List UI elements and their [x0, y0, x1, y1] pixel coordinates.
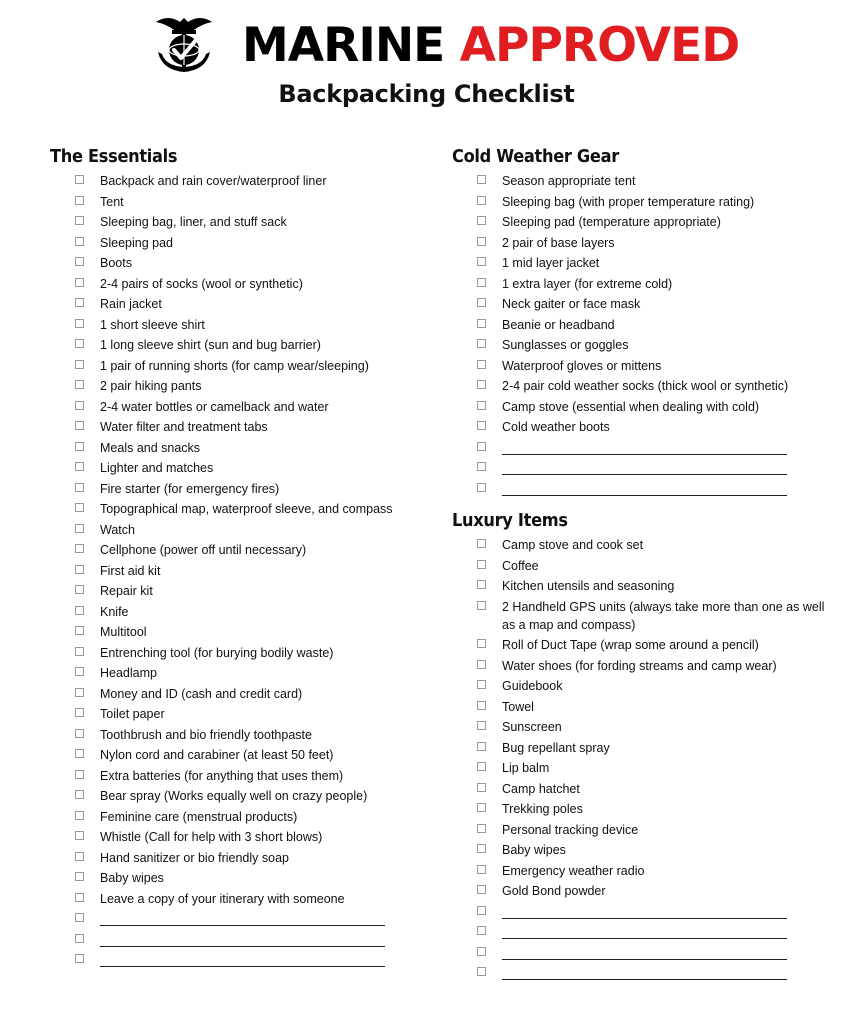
- checklist-item-label: Sleeping pad (temperature appropriate): [502, 215, 721, 229]
- checklist-item: [452, 356, 832, 377]
- blank-checklist-item: [452, 963, 832, 984]
- checkbox[interactable]: [477, 639, 486, 648]
- checklist-item-label: Trekking poles: [502, 802, 583, 816]
- checklist-item: [452, 697, 832, 718]
- checklist-item: [50, 561, 430, 582]
- section-title-cold-weather: Cold Weather Gear: [452, 146, 619, 167]
- checkbox[interactable]: [477, 660, 486, 669]
- checklist-item: [452, 881, 832, 902]
- checkbox[interactable]: [75, 647, 84, 656]
- checklist-item: [50, 704, 430, 725]
- checkbox[interactable]: [75, 319, 84, 328]
- blank-checklist-item: [452, 902, 832, 923]
- checklist-item-label: Guidebook: [502, 679, 563, 693]
- checklist-item: [50, 684, 430, 705]
- checklist-item-label: Feminine care (menstrual products): [100, 809, 298, 824]
- checkbox[interactable]: [75, 483, 84, 492]
- checklist-item: [50, 848, 430, 869]
- checklist-item: [50, 356, 430, 377]
- checklist-item-label: Sunscreen: [502, 720, 562, 734]
- write-in-line[interactable]: [502, 903, 787, 919]
- cold-weather-checklist: [452, 171, 832, 499]
- checklist-item-label: Gold Bond powder: [502, 884, 606, 898]
- checklist-item: [50, 376, 430, 397]
- checklist-item-label: 2 pair of base layers: [502, 235, 615, 250]
- checklist-item-label: Sleeping pad: [100, 235, 173, 250]
- checkbox[interactable]: [477, 865, 486, 874]
- checklist-item-label: Bear spray (Works equally well on crazy people): [100, 789, 368, 803]
- checklist-item: [50, 315, 430, 336]
- checklist-item: [50, 807, 430, 828]
- checklist-item-label: Headlamp: [100, 666, 157, 680]
- checklist-item-label: Tent: [100, 194, 124, 209]
- checkbox[interactable]: [75, 565, 84, 574]
- checkbox[interactable]: [477, 339, 486, 348]
- checklist-item-label: Camp stove (essential when dealing with cold): [502, 399, 760, 414]
- checklist-item-label: Water filter and treatment tabs: [100, 420, 268, 434]
- checklist-item: [50, 581, 430, 602]
- checklist-item-label: Entrenching tool (for burying bodily waste): [100, 645, 334, 660]
- checklist-item: [452, 535, 832, 556]
- checkbox[interactable]: [477, 906, 486, 915]
- checklist-item-label: Leave a copy of your itinerary with someone: [100, 891, 345, 906]
- blank-checklist-item: [452, 458, 832, 479]
- checklist-item-label: Cellphone (power off until necessary): [100, 543, 307, 557]
- checkbox[interactable]: [477, 803, 486, 812]
- checkbox[interactable]: [75, 442, 84, 451]
- checklist-item-label: 1 short sleeve shirt: [100, 317, 205, 332]
- checklist-item: [452, 397, 832, 418]
- checklist-item: [452, 253, 832, 274]
- checklist-item-label: Baby wipes: [100, 871, 164, 885]
- checklist-item-label: 1 extra layer (for extreme cold): [502, 276, 673, 291]
- checklist-item: [50, 499, 430, 520]
- checkbox[interactable]: [75, 216, 84, 225]
- checkbox[interactable]: [477, 175, 486, 184]
- checklist-item: [50, 417, 430, 438]
- checkbox[interactable]: [75, 380, 84, 389]
- checklist-item: [50, 438, 430, 459]
- write-in-line[interactable]: [502, 964, 787, 980]
- luxury-checklist: [452, 535, 832, 984]
- checklist-item-label: Hand sanitizer or bio friendly soap: [100, 850, 289, 865]
- checkbox[interactable]: [75, 237, 84, 246]
- checkbox[interactable]: [477, 278, 486, 287]
- checklist-item: [50, 192, 430, 213]
- write-in-line[interactable]: [502, 459, 787, 475]
- checklist-item-label: Coffee: [502, 558, 539, 573]
- checklist-item-label: Sleeping bag, liner, and stuff sack: [100, 215, 287, 229]
- checklist-item: [50, 479, 430, 500]
- checkbox[interactable]: [75, 278, 84, 287]
- checkbox[interactable]: [477, 257, 486, 266]
- checklist-item: [50, 274, 430, 295]
- checklist-item-label: Camp hatchet: [502, 781, 580, 796]
- checkbox[interactable]: [75, 893, 84, 902]
- checkbox[interactable]: [75, 708, 84, 717]
- checklist-item-label: Towel: [502, 699, 534, 714]
- left-column: [50, 143, 430, 971]
- checklist-item-label: 2-4 pair cold weather socks (thick wool or synthetic): [502, 379, 789, 393]
- checklist-item-label: 2-4 water bottles or camelback and water: [100, 399, 329, 414]
- checklist-item-label: Water shoes (for fording streams and camp wear): [502, 658, 777, 673]
- checkbox[interactable]: [75, 688, 84, 697]
- essentials-checklist: [50, 171, 430, 971]
- checklist-item-label: Sunglasses or goggles: [502, 338, 629, 352]
- checkbox[interactable]: [75, 790, 84, 799]
- checklist-item-label: Rain jacket: [100, 297, 162, 311]
- checkbox[interactable]: [477, 885, 486, 894]
- checkbox[interactable]: [477, 298, 486, 307]
- write-in-line[interactable]: [100, 931, 385, 947]
- checkbox[interactable]: [75, 196, 84, 205]
- brand-title-approved: APPROVED: [459, 18, 740, 73]
- checkbox[interactable]: [75, 626, 84, 635]
- checklist-item: [50, 212, 430, 233]
- checkbox[interactable]: [75, 421, 84, 430]
- checklist-item-label: Boots: [100, 256, 132, 270]
- checklist-item: [50, 827, 430, 848]
- checklist-item: [452, 799, 832, 820]
- checklist-item-label: Knife: [100, 604, 129, 619]
- checklist-item: [50, 335, 430, 356]
- checklist-item: [50, 171, 430, 192]
- checklist-item: [452, 717, 832, 738]
- checkbox[interactable]: [75, 811, 84, 820]
- checkbox[interactable]: [477, 580, 486, 589]
- checklist-item: [452, 212, 832, 233]
- write-in-line[interactable]: [502, 944, 787, 960]
- checkbox[interactable]: [477, 742, 486, 751]
- checkbox[interactable]: [477, 216, 486, 225]
- checklist-item: [452, 656, 832, 677]
- blank-checklist-item: [50, 909, 430, 930]
- page-subtitle: Backpacking Checklist: [278, 80, 575, 108]
- checkbox[interactable]: [75, 606, 84, 615]
- checklist-item-label: 1 long sleeve shirt (sun and bug barrier): [100, 338, 321, 352]
- checkbox[interactable]: [75, 954, 84, 963]
- checklist-item-label: 2 Handheld GPS units (always take more than one as well as a map and compass): [502, 599, 825, 632]
- checklist-item-label: Meals and snacks: [100, 440, 201, 455]
- checklist-item: [50, 725, 430, 746]
- checklist-item-label: Lighter and matches: [100, 461, 214, 475]
- checklist-item: [452, 676, 832, 697]
- checkbox[interactable]: [477, 844, 486, 853]
- write-in-line[interactable]: [100, 910, 385, 926]
- write-in-line[interactable]: [100, 951, 385, 967]
- checklist-item: [50, 868, 430, 889]
- checklist-item: [452, 635, 832, 656]
- checkbox[interactable]: [477, 360, 486, 369]
- checklist-item: [452, 233, 832, 254]
- checklist-item: [50, 786, 430, 807]
- checkbox[interactable]: [477, 483, 486, 492]
- checkbox[interactable]: [477, 462, 486, 471]
- checkbox[interactable]: [75, 462, 84, 471]
- checkbox[interactable]: [477, 926, 486, 935]
- checkbox[interactable]: [75, 175, 84, 184]
- blank-checklist-item: [50, 930, 430, 951]
- checklist-item-label: Emergency weather radio: [502, 863, 645, 878]
- checkbox[interactable]: [75, 257, 84, 266]
- blank-checklist-item: [452, 438, 832, 459]
- right-column: [452, 143, 832, 984]
- checklist-item-label: Topographical map, waterproof sleeve, and compass: [100, 502, 393, 516]
- checklist-item: [452, 576, 832, 597]
- checklist-item: [50, 889, 430, 910]
- checklist-item: [50, 663, 430, 684]
- checkbox[interactable]: [477, 442, 486, 451]
- checklist-item-label: Kitchen utensils and seasoning: [502, 579, 675, 593]
- checklist-item-label: Lip balm: [502, 761, 550, 775]
- checklist-item-label: Watch: [100, 522, 135, 537]
- checkbox[interactable]: [477, 680, 486, 689]
- checkbox[interactable]: [477, 783, 486, 792]
- checklist-item-label: Neck gaiter or face mask: [502, 297, 641, 311]
- checklist-item: [452, 597, 832, 636]
- checklist-item: [452, 171, 832, 192]
- checkbox[interactable]: [75, 729, 84, 738]
- section-title-essentials: The Essentials: [50, 146, 178, 167]
- checklist-item-label: 1 pair of running shorts (for camp wear/sleeping): [100, 358, 369, 373]
- checklist-item: [452, 315, 832, 336]
- checklist-item: [452, 192, 832, 213]
- checkbox[interactable]: [477, 421, 486, 430]
- checkbox[interactable]: [75, 298, 84, 307]
- checklist-item-label: Camp stove and cook set: [502, 538, 644, 552]
- checklist-item: [50, 294, 430, 315]
- checklist-item-label: Roll of Duct Tape (wrap some around a pencil): [502, 638, 759, 652]
- checklist-item: [50, 520, 430, 541]
- checkbox[interactable]: [75, 360, 84, 369]
- checklist-item-label: Personal tracking device: [502, 822, 639, 837]
- checklist-item-label: Extra batteries (for anything that uses them): [100, 768, 344, 783]
- brand-title: [242, 18, 739, 74]
- checklist-item: [50, 622, 430, 643]
- checklist-item: [50, 458, 430, 479]
- checkbox[interactable]: [477, 824, 486, 833]
- checklist-item-label: 1 mid layer jacket: [502, 256, 600, 270]
- checkbox[interactable]: [477, 701, 486, 710]
- checkbox[interactable]: [75, 503, 84, 512]
- checkbox[interactable]: [477, 319, 486, 328]
- checkbox[interactable]: [75, 667, 84, 676]
- checkbox[interactable]: [477, 196, 486, 205]
- checkbox[interactable]: [75, 872, 84, 881]
- checklist-item: [452, 861, 832, 882]
- checklist-item: [452, 376, 832, 397]
- checklist-item: [452, 738, 832, 759]
- checkbox[interactable]: [477, 380, 486, 389]
- checkbox[interactable]: [75, 524, 84, 533]
- checklist-item-label: 2-4 pairs of socks (wool or synthetic): [100, 276, 303, 291]
- eagle-globe-anchor-icon: [152, 12, 216, 76]
- checkbox[interactable]: [477, 967, 486, 976]
- checklist-item-label: First aid kit: [100, 563, 161, 578]
- checklist-item-label: Toothbrush and bio friendly toothpaste: [100, 727, 312, 742]
- checklist-item: [452, 335, 832, 356]
- checklist-item: [50, 233, 430, 254]
- checklist-item: [452, 417, 832, 438]
- checklist-item-label: Waterproof gloves or mittens: [502, 358, 662, 373]
- checklist-item-label: Toilet paper: [100, 707, 165, 721]
- checklist-item: [50, 602, 430, 623]
- checklist-item: [452, 556, 832, 577]
- brand-title-marine: MARINE: [242, 18, 445, 73]
- checklist-item: [50, 253, 430, 274]
- checklist-item-label: Sleeping bag (with proper temperature rating): [502, 194, 755, 209]
- checklist-item: [50, 397, 430, 418]
- checklist-item: [50, 745, 430, 766]
- blank-checklist-item: [452, 479, 832, 500]
- checklist-item: [452, 274, 832, 295]
- checkbox[interactable]: [75, 831, 84, 840]
- checklist-item: [452, 840, 832, 861]
- checklist-item-label: Fire starter (for emergency fires): [100, 481, 280, 496]
- checklist-item-label: Repair kit: [100, 584, 153, 598]
- checkbox[interactable]: [477, 762, 486, 771]
- checklist-item-label: Beanie or headband: [502, 317, 615, 332]
- blank-checklist-item: [452, 943, 832, 964]
- checklist-item-label: Multitool: [100, 625, 147, 639]
- checklist-item-label: Nylon cord and carabiner (at least 50 feet): [100, 748, 334, 762]
- blank-checklist-item: [50, 950, 430, 971]
- checkbox[interactable]: [477, 947, 486, 956]
- checklist-item-label: Cold weather boots: [502, 420, 610, 434]
- checklist-item: [50, 540, 430, 561]
- checkbox[interactable]: [75, 934, 84, 943]
- write-in-line[interactable]: [502, 439, 787, 455]
- checklist-item: [452, 820, 832, 841]
- checklist-item: [452, 758, 832, 779]
- checklist-item: [452, 779, 832, 800]
- checklist-item-label: Money and ID (cash and credit card): [100, 686, 303, 701]
- checkbox[interactable]: [75, 339, 84, 348]
- checkbox[interactable]: [75, 770, 84, 779]
- checklist-item: [50, 643, 430, 664]
- checklist-item-label: 2 pair hiking pants: [100, 379, 202, 393]
- checklist-item-label: Backpack and rain cover/waterproof liner: [100, 174, 327, 188]
- checkbox[interactable]: [75, 401, 84, 410]
- checklist-item-label: Bug repellant spray: [502, 740, 610, 755]
- blank-checklist-item: [452, 922, 832, 943]
- write-in-line[interactable]: [502, 480, 787, 496]
- checkbox[interactable]: [477, 237, 486, 246]
- checkbox[interactable]: [75, 585, 84, 594]
- checklist-item: [452, 294, 832, 315]
- checkbox[interactable]: [477, 539, 486, 548]
- write-in-line[interactable]: [502, 923, 787, 939]
- checklist-item-label: Whistle (Call for help with 3 short blows): [100, 830, 323, 844]
- checkbox[interactable]: [477, 560, 486, 569]
- checklist-item-label: Baby wipes: [502, 843, 566, 857]
- checklist-item: [50, 766, 430, 787]
- checkbox[interactable]: [477, 721, 486, 730]
- checkbox[interactable]: [75, 852, 84, 861]
- checkbox[interactable]: [75, 544, 84, 553]
- checkbox[interactable]: [477, 601, 486, 610]
- checklist-item-label: Season appropriate tent: [502, 174, 636, 188]
- checkbox[interactable]: [75, 913, 84, 922]
- checkbox[interactable]: [75, 749, 84, 758]
- section-title-luxury: Luxury Items: [452, 510, 568, 531]
- checkbox[interactable]: [477, 401, 486, 410]
